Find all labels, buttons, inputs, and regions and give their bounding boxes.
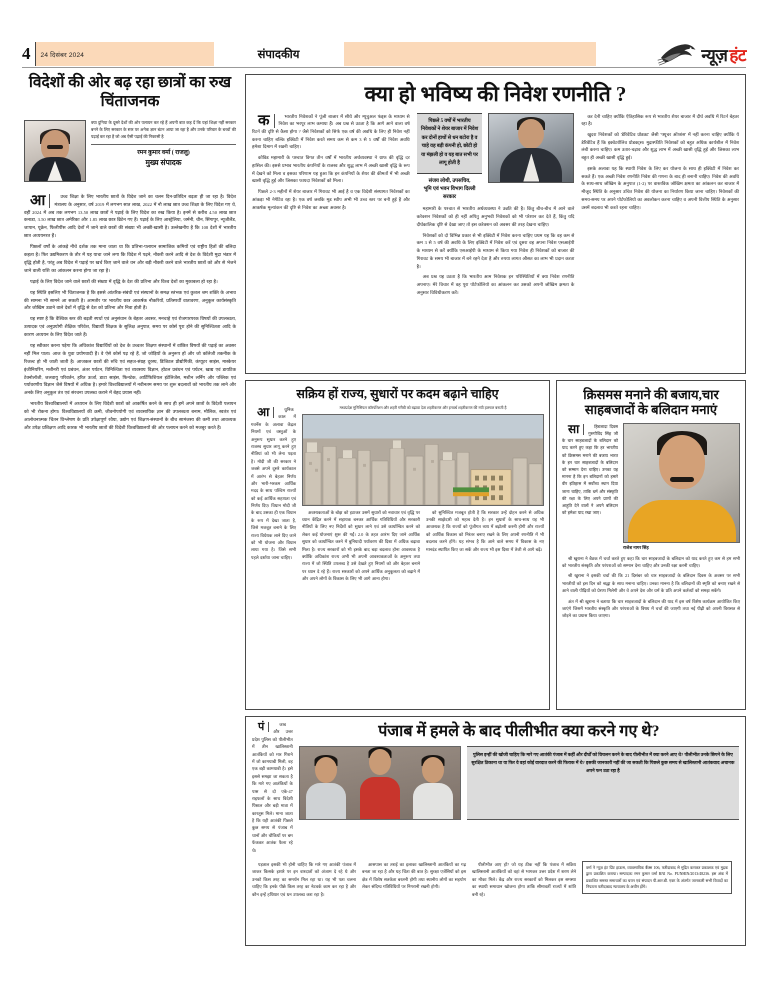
- person-head: [422, 757, 444, 783]
- publication-date: 24 दिसंबर 2024: [40, 51, 85, 59]
- column-text: [302, 509, 420, 583]
- paragraph: पिछले 2-3 महीनों में शेयर बाजार में गिरावट भी आई है व एक विदेशी संस्थागत निवेशकों का आंकड़ा भी नेगेटिव रहा है। एक वर्ष जबकि मूड स्वीप अभी भी उच्च स्तर पर बनी हुई है और आकर्षक मूल्यांकन की दृष्टि से निवेश का अच्छा अवसर है।: [252, 189, 410, 210]
- bottom-article: [245, 716, 746, 946]
- bottom-article-top: [252, 721, 739, 857]
- person-head: [369, 749, 391, 775]
- mid-article-main: [302, 406, 544, 586]
- column-text: [581, 113, 739, 212]
- column-text: [252, 861, 356, 898]
- dropcap: आ: [251, 407, 274, 418]
- article-column: [417, 113, 575, 371]
- photo-caption: मध्यप्रदेश मुनिसिपल कॉरपोरेशन और शहरी गरीबी को बढ़ावा देता शहरीकरण और इनवर्थ शहरीकरण की नयी हलचल बनाती है: [339, 406, 507, 410]
- paragraph: निवेशकों को दो विभिन्न प्रकार से भी इक्विटी में निवेश करना चाहिए प्रथम यह कि वह कम से कम 3 से 5 वर्ष की अवधि के लिए इक्विटी में निवेश करें एवं दूसरा वह अपना निवेश एसआईपी के माध्यम से करें क्योंकि एसआईपी के माध्यम से किया गया निवेश ही निवेशकों को बाजार की गिरावट के समय भी बाजार में बने रहने देता है और रुपया लागत औसत का लाभ भी प्रदान करता है।: [416, 232, 575, 269]
- eagle-icon: [657, 42, 699, 66]
- bottom-article-headline: पंजाब में हमले के बाद पीलीभीत क्या करने गए थे?: [378, 723, 660, 740]
- person-head: [315, 757, 337, 783]
- paragraph: अवश्यकताओं के बोझ को हटाकर उसमें सुधारों को नवाचार एवं वृद्धि पर ध्यान केंद्रित करने में सहायक बनकर आर्थिक गतिविधियों और सरकारी नीतियों के लिए नए निर्देशों को सुधार लाने एवं उसे कार्यान्वित करने को लेकर कई योजनाएं शुरू की गईं। 2.0 के तहत आरंभ दिए जाने आर्थिक सुधार को कार्यान्वित करने में बुनियादी पर्यावरण की दिशा में अधिक बढ़ावा मिला है। राज्य सरकारों को भी इसके बाद बड़ा बदलाव होना आवश्यक है क्योंकि अधिकांश राज्य अभी भी अपनी आवश्यकताओं के अनुरूप तथा राज्य में जो स्थिति उपलब्ध है उसे देखते हुए नियमों को और बेहतर बनाने पर ध्यान दे रहे हैं। राज्य सरकारों को अपने आर्थिक अनुकूलता को बढ़ाने में और अपने लोगों के विकास के लिए भी आगे आना होगा।: [302, 509, 420, 582]
- article-column: [562, 423, 618, 551]
- paragraph: श्री खुराना ने इसकी चर्चा की कि 21 दिसंबर को चार साहबजादों के बलिदान दिवस के अवसर पर सभी भारतीयों को इस दिन को श्रद्धा के साथ मनाना चाहिए। उनका मानना है कि बलिदानों की स्मृति को बनाए रखने से आने वाली पीढ़ियों को प्रेरणा मिलेगी और वे अपने देश और धर्म के प्रति अपने कर्तव्यों को समझ सकेंगे।: [562, 573, 740, 594]
- paragraph: श्री खुराना ने बैठक में चर्चा करते हुए कहा कि चार साहबजादों के बलिदान को याद करते हुए कम से हम सभी को भारतीय संस्कृति और परंपराओं को सम्मान देना चाहिए और उनकी रक्षा करनी चाहिए।: [562, 555, 740, 569]
- paragraph: महामारी के पश्चात से भारतीय अर्थव्यवस्था ने उन्नति की है। किंतु बीच-बीच में आने वाले करेक्शन निवेशकों को ही नहीं अपितु अनुभवी निवेशकों को भी परेशान कर देते हैं, किंतु यदि दीर्घकालिक दृष्टि से देखा जाए तो इस करेक्शन को अवसर की तरह देखना चाहिए।: [416, 206, 575, 227]
- photo-caption: राजेश नागर सिंह: [623, 544, 649, 550]
- byline-role: भूमि एवं भवन विभाग दिल्ली सरकार: [423, 185, 476, 201]
- right-article-columns: [562, 423, 740, 551]
- paragraph: पीलीभीत आए हों? जो यह ठीक नहीं कि पंजाब में सक्रिय खालिस्तानी आतंकियों को वहां से भागकर उत्तर प्रदेश में शरण लेने का मौका मिले। केंद्र और राज्य सरकारों को मिलकर इस समस्या का स्थायी समाधान खोजना होगा ताकि सीमावर्ती राज्यों में शांति बनी रहे।: [472, 862, 576, 897]
- paragraph: इसके अलावा यह कि स्थायी निवेश के लिए कर योजना के साथ ही इक्विटी में निवेश कर सकते हैं। एक अच्छी निवेश रणनीति निवेश की गणना के बाद ही बनानी चाहिए। निवेश की अवधि के साथ-साथ जोखिम के अनुपात (1-2) पर वास्तविक जोखिम क्षमता का आंकलन कर बाजार में मौजूद स्थिति के अनुसार उचित निवेश की योजना का निर्धारण किया जाना चाहिए। निवेशकों की समय-समय पर अपने पोर्टफोलियो का अवलोकन करना चाहिए व अपनी वित्तीय स्थिति के अनुसार उसमें बदलाव भी करते रहना चाहिए।: [581, 165, 740, 210]
- column-text: [417, 205, 575, 296]
- paragraph: पड़ताल इसकी भी होनी चाहिए कि मारे गए आतंकी पंजाब में जाकर किसके इशारे पर इन वारदातों को अंजाम दे रहे थे और उनको किस तरह का समर्थन मिल रहा था। यह भी पता चलना चाहिए कि इनके पीछे किस तरह का नेटवर्क काम कर रहा है और कौन इन्हें हथियार एवं धन उपलब्ध करा रहा है।: [252, 862, 356, 897]
- column-text: [252, 721, 293, 854]
- paragraph: आ धुनिक काल में गवर्नेंस के अलावा केंद्रल नियमों एवं वस्तुओं के अनुरूप सुधार करने हुए राजस्व सुधार लागू करने हुए नीतियां को भी लेना पड़ता है। मोदी जी की सरकार ने जबसे अपने दूसरे कार्यकाल में आरंभ से बेहतर निर्णय और भारी-भरकम आर्थिक मदद के साथ पश्चिम राज्यों को कई आर्थिक सहायता एवं निर्णय दिए। विधान मोदी जी के बाद उसका ही एक विधान के रूप में देखा जाता है, जिसे मजबूत बनाने के लिए राज्य विधेयक लाने दिए जाने को भी योजना और विधान लाया गया है। जिसे सभी पहले दर्शाया जाना चाहिए।: [251, 405, 296, 560]
- person-figure: [410, 757, 456, 819]
- article-column: [252, 113, 410, 371]
- editorial-body: [22, 189, 238, 432]
- mid-lower-columns: [302, 509, 544, 586]
- portrait-moustache: [670, 477, 694, 482]
- article-column: [426, 509, 544, 586]
- section-title: संपादकीय: [214, 42, 344, 66]
- mid-article: [245, 380, 550, 710]
- column-text: [362, 861, 466, 891]
- page-number: 4: [22, 42, 36, 66]
- portrait-body: [628, 500, 736, 542]
- right-article-headline: क्रिसमस मनाने की बजाय,चार साहबजादों के बलिदान मनाएं: [583, 387, 719, 418]
- paragraph: यह स्थिति इसलिए भी चिंताजनक है कि इससे आंतरिक-संबंधी एवं संस्थानों के समक्ष स्तंभक एवं कुशल श्रम शक्ति के अभाव की सामना भी सामने आ सकती है। आमतौर पर भारतीय छात्र आकर्षक नौकरियों, प्रतिस्पर्धी वातावरण, अनुकूल कार्यसंस्कृति और जोखिम उठाने वाले देशों में वृद्धि से देश को प्रतिभा और निवा होती हैं।: [24, 289, 236, 311]
- masthead-color-band: [344, 42, 597, 66]
- main-article-columns: [252, 113, 739, 371]
- person-torso: [306, 783, 346, 819]
- column-text: [472, 861, 576, 898]
- date-band: [36, 42, 214, 66]
- bottom-article-main: [299, 721, 739, 857]
- dropcap: सा: [562, 424, 584, 435]
- paragraph: क भारतीय निवेशकों ने पूंजी बाजार में सीधे और म्यूचुअल फंड्स के माध्यम से निवेश का भरपूर लाभ कमाया हैं। अब प्रश्न से उठता है कि आगे आने वाला वर्ष रिटर्न की दृष्टि से कैसा होगा ? जैसे निवेशकों को सिर्फ एक वर्ष की अवधि के लिए ही निवेश नहीं करना चाहिए बल्कि इक्विटी में निवेश करते समय कम से कम 3 से 5 वर्षों की निवेश अवधि हमेशा दिमाग में रखनी चाहिए।: [252, 112, 410, 150]
- paragraph: आ उच्च शिक्षा के लिए भारतीय छात्रों के विदेश जाने का चलन दिन-प्रतिदिन बढ़ता ही जा रहा है। विदेश मंत्रालय के अनुसार, वर्ष 2019 में लगभग सात लाख, 2022 में नौ लाख छात्र उच्च शिक्षा के लिए विदेश गए थे, वहीं 2024 में अब तक लगभग 13.50 लाख छात्रों ने पढ़ाई के लिए विदेश का रुख किया है। इनमें से करीब 4.50 लाख छात्र कनाडा, 3.50 लाख छात्र अमेरिका और 1.85 लाख छात्र ब्रिटेन गए हैं। पढ़ाई के लिए आस्ट्रेलिया, जर्मनी, चीन, सिंगापुर, न्यूजीलैंड, जापान, यूक्रेन, फिलीपींस आदि देशों में जाने वाले छात्रों की संख्या भी अच्छी-खासी है। उल्लेखनीय है कि 108 देशों में भारतीय छात्र अध्ययनरत हैं।: [24, 192, 236, 239]
- editor-card: [22, 116, 238, 185]
- editorial-left-column: [22, 74, 238, 946]
- dropcap: क: [252, 114, 275, 128]
- editor-quote: क्या दुनिया के दूसरे देशों की ओर पलायन कर रहे हैं अपनी बात कह दें कि यहां शिक्षा नहीं सरकार बनने के लिए सरकार के स्तर पर अनेक ज्ञान बंटन आया जा रहा है और उनके परिवार के बच्चों की पढ़ाई कर रहा है जो अब ऐसी पढ़ाई की निकासी है: [91, 120, 236, 145]
- politician-photo: [623, 423, 740, 543]
- paragraph: भारतीय विश्वविद्यालयों में अध्ययन के लिए विदेशी छात्रों को आकर्षित करने के साथ ही हमें अपने छात्रों के विदेशी पलायन को भी रोकना होगा। विश्वविद्यालयों की क्रमी, जीवनोपयोगी एवं व्यवसायिक ज्ञान की उपलब्धता बनाम, मौलिक, स्वतंत्र एवं आलोचनात्मक चिंतन विश्लेषण के प्रति उपेक्षापूर्ण रवैया, उद्योग एवं शिक्षण-संस्थानों के बीच सामंजस्य की कमी तथा आवश्यक और उपेक्ष प्रशिक्षण आदि कारक भी भारतीय छात्रों की विदेशी विश्वविद्यालयों की ओर पलायन करने को मजबूर करते हैं।: [24, 401, 236, 430]
- bottom-article-columns: [252, 861, 739, 901]
- column-text: [426, 509, 544, 553]
- cityscape-photo: [302, 414, 544, 506]
- person-torso: [413, 783, 453, 819]
- paragraph: पिछलों वर्षों के आंकड़े नीचे दर्शक तक माना जाता था कि प्रतिभा-पलायन सामाजिक कमियों एवं राष्ट्रीय हितों की बलिदा कहता है। फिर उद्यमिकरण के तौर में यह याचा जाने लगा कि विदेश में पढ़ने, नौकरी करने आदि से देश के विदेशी मुद्रा भंडार में वृद्धि होती है, परंतु अब विदेश में पढ़ाई पर खर्च किए जाने वाले धन और बड़ी नौकरी करने वाले भारतीय छात्रों को और से भेजने जाने वाली राशि का आंकलन करना होगा जा रहा है।: [24, 244, 236, 273]
- main-article-headline: क्या हो भविष्य की निवेश रणनीति ?: [364, 82, 627, 106]
- logo-accent-text: हंट: [729, 45, 746, 65]
- paragraph: कर देनी चाहिए क्योंकि ऐतिहासिक रूप से भारतीय शेयर बाजार में दीर्घ अवधि में रिटर्न बेहतर रहा है।: [581, 113, 740, 127]
- article-column: [472, 861, 576, 901]
- paragraph: खुदरा निवेशकों को 'डेरिवेटिव प्रोडक्ट' जैसी 'फ्यूचर ऑप्शंस' में नहीं करना चाहिए क्योंकि ये डेरिवेटिव हैं कि इक्वेटरोलिव प्रोडक्ट्स। मुद्रास्फीति निवेशकों को बहुत अधिक कार्यशील में निवेश लंबी करना चाहिए। कम उतार-चढ़ाव और शुद्ध लाभ में अच्छी खासी वृद्धि हुई और जिसका लाभ बहुत ही अच्छी खासी वृद्धि हुई।: [581, 131, 740, 161]
- paragraph: सा हिबजादा दिवस गुरुगोविंद सिंह जी के चार साहबजादों के बलिदान को याद करने हुए कहा कि हर भारतीय को क्रिसमस मनाने की बजाय भारत के इन चार साहबजादों के बलिदान को सम्मान देना चाहिए। उनका यह मानना है कि इन बलिदानों को हमारे वीर इतिहास में सर्वोच्च स्थान दिया जाना चाहिए, ताकि धर्म और संस्कृति की रक्षा के लिए अपने प्राणों की आहुति देने वालों ने अपने बलिदान को हमेशा याद रखा जाए।: [562, 421, 618, 516]
- byline-name: संजय लोथी, उपसचिव,: [428, 177, 471, 184]
- paragraph: यह स्पष्ट है कि वैश्विक स्तर की बढ़ती स्पर्धा एवं अनुसंधान के बेहतर अवसर, मनचाहे एवं रोजगारपरक विषयों की उपलब्धता, उत्पादक एवं अनुप्रयोगी शैक्षिक परिवेश, विद्यार्थी शिक्षक के सुलिक्ष अनुपात, समय पर कोर्स पूरा होने की सुनिश्चितता आदि के कारण अध्ययन के लिए विदेश जाते हैं।: [24, 316, 236, 338]
- editor-photo: [24, 120, 86, 182]
- person-figure: [303, 757, 349, 819]
- article-column: [581, 113, 739, 371]
- paragraph: पं जाब और उत्तर प्रदेश पुलिस को पीलीभीत में तीन खालिस्तानी आतंकियों को मार गिराने में जो कामयाबी मिली, वह एक बड़ी कामयाबी है। इसे इससे समझा जा सकता है कि मारे गए आतंकियों के पास से दो एके-47 राइफलों के साथ विदेशी पिस्टल और बड़ी मात्रा में कारतूस मिले। माना जाता है कि यही आतंकी पिछले कुछ समय से पंजाब में थानों और चौकियों पर बम फेंककर आतंक फैला रहे थे।: [252, 721, 293, 853]
- pull-quote: पुलिस इन्हीं की खोजी चाहिए कि मारे गए आतंकी पंजाब में कहीं और दीर्घों को विचलन करने के बाद पीलीभीत में क्या करने आए थे? पीलीभीत उनके छिपने के लिए सुरक्षित ठिकाना था या फिर वे वहां कोई वारदात करने की फिराक में थे? इसकी जानकारी नहीं की जा सकती कि पिछले कुछ समय से खालिस्तानी आतंकवाद अचानक अपने फन उठा रहा है: [467, 746, 739, 820]
- publisher-imprint: वर्मा ने न्यूज़ हंट प्रिंट हाऊस, व्यावसायिक बैंक्स 106, फरीदाबाद से मुद्रित कराकर प्रकाशक एवं मुद्रक द्वारा प्रकाशित कराया। सम्पादकः रमन कुमार वर्मा RNI No. PUNHIN/2013/48236. इस अंक में प्रकाशित समस्त समाचारों का चयन एवं संपादन पी.आर.बी. एक्ट के अंतर्गत जानकारी सभी विवादों का निपटारा फरीदाबाद न्यायालय के अधीन होंगे।: [582, 861, 732, 894]
- right-photo-block: [623, 423, 740, 551]
- editor-name: रमन कुमार वर्मा ( राजलु): [137, 149, 190, 156]
- imprint-column: [582, 861, 732, 901]
- dropcap: पं: [252, 722, 269, 732]
- logo-text: न्यूज़: [701, 45, 728, 65]
- paragraph: यह स्वीकार करना पड़ेगा कि अधिकांश विद्यार्थियों को देश के उच्चतर शिक्षण संस्थानों में वांछित विषयों की पढ़ाई का अवसर नहीं मिल पाता। आज के युवा प्रयोगवादी हैं। वे ऐसे कोर्स पढ़ रहे हैं, जो जोड़ियों के अनुरूप हों और जो कॉलेजी तकनीक के रिजल्ट हो भी जाती जाती है। आजकल छात्रों की रुचि एवं सहज-संग्रह दूरस्थ, डिजिटल प्रौद्योगिकी, कंप्यूटर साइंस, मास्केयर इंजीनियरिंग, मशीनरी एवं प्रबंधन, अंतर पर्यटन, विनिश्चिता एवं व्यवसाय विज्ञान, होटल प्रबंधन एवं पर्यटन, खाद्य एवं डायटिक टेक्नोलॉजी, जलवायु परिवर्तन, हरित ऊर्जा, डाटा साइंस, फिनटेक, आर्टिफिशियल इंटेलिजेंस, मशीन लर्निंग और पब्लिक एवं पर्यावरणीय विज्ञान जैसे विषयों में अधिक है। हमारे विश्वविद्यालयों में नवीनतम समय पर शुरू बदलावों को भारतीय तक लाने और अनके लिए अनुकूल तंत्र एवं संरचना उपलब्ध कराने में बेहद प्रयास नहीं।: [24, 342, 236, 396]
- byline: [417, 174, 483, 202]
- column-text: [251, 406, 296, 561]
- mid-article-columns: [251, 406, 544, 586]
- suspects-photo: [299, 746, 461, 820]
- dropcap: आ: [24, 194, 50, 208]
- quote-photo-row: [417, 113, 575, 202]
- mid-article-headline: सक्रिय हों राज्य, सुधारों पर कदम बढ़ाने चाहिए: [296, 387, 499, 401]
- paragraph: अंत में श्री खुराना ने बताया कि चार साहबजादों के बलिदान की याद में इस वर्ष विशेष कार्यक्रम आयोजित किए जाएंगे जिसमें भारतीय संस्कृति और परंपराओं के विषय में चर्चा की जाएगी तथा नई पीढ़ी को अपनी विरासत से जोड़ने का प्रयास किया जाएगा।: [562, 598, 740, 619]
- column-text: [562, 555, 740, 620]
- masthead: [22, 42, 746, 66]
- article-column: [302, 509, 420, 586]
- portrait-moustache: [47, 145, 63, 149]
- person-figure: [357, 749, 403, 819]
- editor-meta: [91, 120, 236, 182]
- article-column: [252, 861, 356, 901]
- paragraph: अब प्रश्न यह उठता है कि भारतीय आम निवेशक इन परिस्थितियों में क्या निवेश रणनीति अपनाए। मेरे विचार में वह पूरा पोर्टफोलियो का आंकलन कर उसको अपनी जोखिम क्षमता के अनुसार विविधीकरण करें।: [416, 274, 575, 295]
- portrait-head: [518, 119, 544, 149]
- right-article: [556, 380, 746, 710]
- bottom-media-row: [299, 746, 739, 820]
- article-column: [252, 721, 293, 857]
- cityscape-illustration: [303, 415, 543, 505]
- masthead-divider: [22, 67, 746, 68]
- paragraph: पढ़ाई के लिए विदेश जाने वाले छात्रों की संख्या में वृद्धि के देश की प्रतिभा और विश्व देशों का मुकाबला हो रहा है।: [30, 278, 218, 284]
- person-torso: [360, 777, 400, 819]
- article-column: [251, 406, 296, 586]
- paragraph: कोविड महामारी के पश्चात विगत तीन वर्षों में भारतीय अर्थव्यवस्था ने ग्राफ की वृद्धि दर हासिल की। इससे प्रभाव भारतीय कंपनियों के राजस्व और शुद्ध लाभ में अच्छी खासी वृद्धि के रूप में देखने को मिला व इसका परिणाम यह हुआ कि इन कंपनियों के शेयर की कीमतों में भी अच्छी खासी वृद्धि हुई और जिसका फायदा निवेशकों को मिला।: [252, 155, 410, 184]
- paragraph: को सुनिश्चित मजबूत होती है कि सरकार उन्हें दोहन करने से अधिक उनकी साझेदारी को महत्व देती है। इन सुधारों के साथ-साथ यह भी आवश्यक है कि राज्यों को पूंजीगत व्यय में बढ़ोतरी करनी होगी और राज्यों को आर्थिक विकास को निरंतर बनाए रखने के लिए अपनी रणनीति में भी बदलाव करने होंगे। यह संभव है कि आने वाले समय में विकास के नए मानदंड स्थापित किए जा सकें और राज्य भी इस दिशा में तेजी से आगे बढ़ें।: [426, 509, 544, 552]
- column-text: [562, 423, 618, 517]
- author-photo: [488, 113, 574, 183]
- right-lower-text: [562, 555, 740, 620]
- article-column: [362, 861, 466, 901]
- column-text: [252, 113, 410, 212]
- main-article: [245, 74, 746, 374]
- editorial-headline: विदेशों की ओर बढ़ रहा छात्रों का रुख चिंताजनक: [28, 74, 232, 110]
- pull-quote: पिछले 5 वर्षों में भारतीय निवेशकों ने शेयर बाजार में निवेश कर दोनों हाथों से धन बटोरा है व चाहे वह बड़ी कंपनी हो, छोटी हो या मंझली हो व यह बात सभी पर लागू होती है: [417, 113, 483, 174]
- paragraph: आसपास का तराई का इलाका खालिस्तानी आतंकियों का गढ़ बनता जा रहा है और यह चिंता की बात है। सुरक्षा एजेंसियों को इस क्षेत्र में विशेष सतर्कता बरतनी होगी तथा स्थानीय लोगों का सहयोग लेकर संदिग्ध गतिविधियों पर निगरानी रखनी होगी।: [362, 862, 466, 890]
- newspaper-logo: [596, 42, 746, 66]
- editor-role: मुख्य संपादक: [145, 157, 182, 167]
